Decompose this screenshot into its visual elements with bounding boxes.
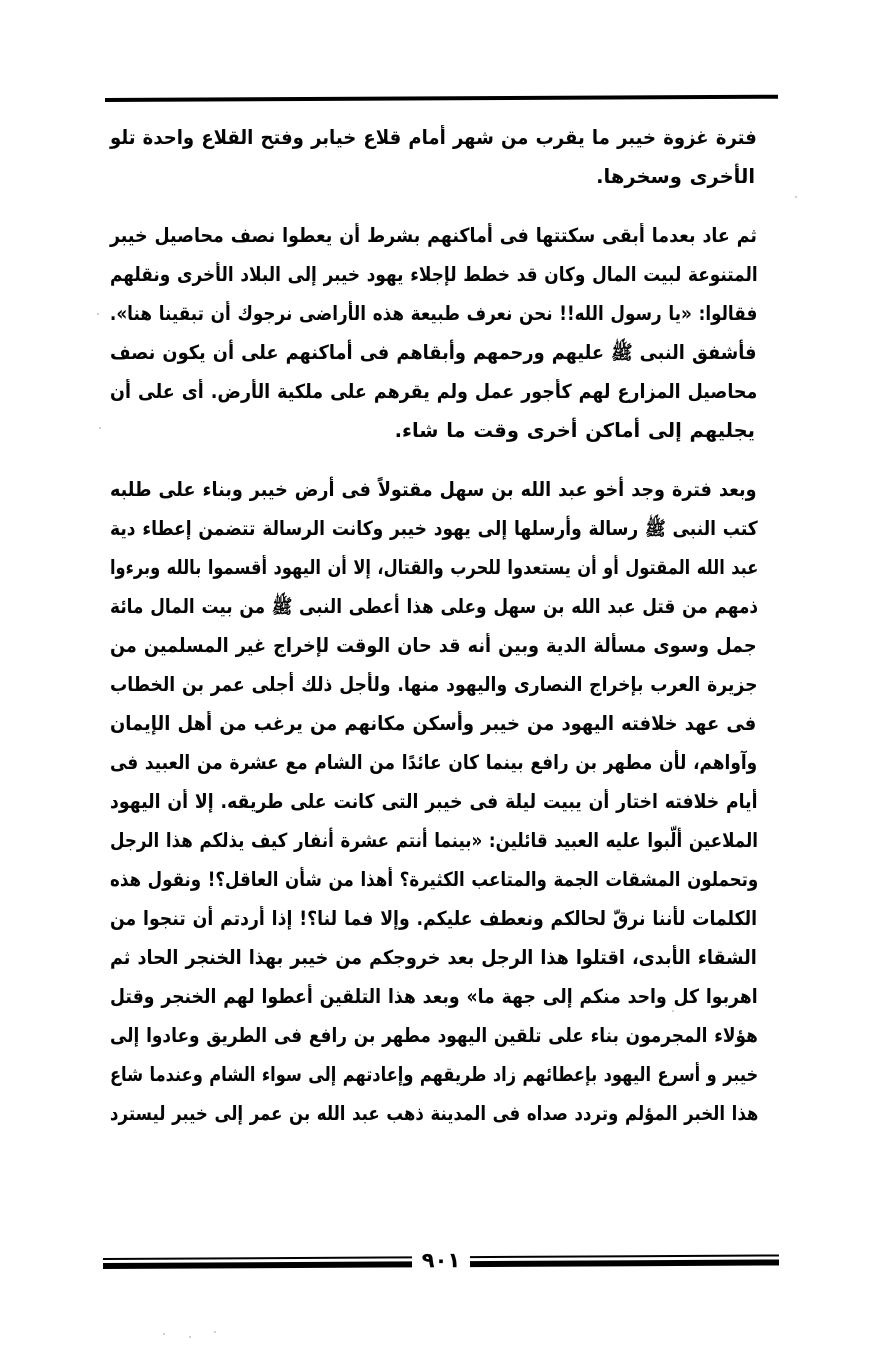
- text-line: [110, 216, 775, 255]
- footer-rule-right-thin: [470, 1254, 779, 1258]
- text-line: [110, 548, 775, 587]
- line-text: الأخرى وسخرها.: [596, 165, 755, 188]
- text-line-with-honorific: [110, 587, 775, 626]
- text-line: [110, 743, 775, 782]
- text-line: [110, 157, 775, 196]
- scan-speck: [99, 427, 101, 429]
- line-text: يجليهم إلى أماكن أخرى وقت ما شاء.: [394, 419, 755, 442]
- line-text: المتنوعة لبيت المال وكان قد خطط لإجلاء يهود خيبر إلى البلاد الأخرى ونقلهم: [110, 263, 758, 286]
- line-text: وتحملون المشقات الجمة والمتاعب الكثيرة؟ أهذا من شأن العاقل؟! ونقول هذه: [109, 868, 758, 891]
- text-column: [110, 118, 775, 1133]
- line-text: الكلمات لأننا نرقّ لحالكم ونعطف عليكم. وإلا فما لنا؟! إذا أردتم أن تنجوا من: [110, 907, 758, 930]
- paragraph: [110, 470, 775, 1133]
- text-line-with-honorific: [110, 333, 775, 372]
- text-line: [110, 821, 775, 860]
- line-text: فى عهد خلافته اليهود من خيبر وأسكن مكانهم من يرغب من أهل الإيمان: [110, 712, 757, 735]
- line-text: ذمهم من قتل عبد الله بن سهل وعلى هذا أعطى النبى ﷺ من بيت المال مائة: [109, 595, 758, 618]
- text-line: [110, 294, 775, 333]
- scan-speck: [214, 1331, 216, 1333]
- text-line: [110, 411, 775, 450]
- text-line: [110, 1016, 775, 1055]
- text-line: [110, 899, 775, 938]
- line-text: أيام خلافته اختار أن يبيت ليلة فى خيبر التى كانت على طريقه. إلا أن اليهود: [109, 790, 758, 813]
- line-text: وبعد فترة وجد أخو عبد الله بن سهل مقتولاً فى أرض خيبر وبناء على طلبه: [110, 478, 757, 501]
- line-text: فترة غزوة خيبر ما يقرب من شهر أمام قلاع خيابر وفتح القلاع واحدة تلو: [109, 126, 757, 149]
- text-line: [110, 372, 775, 411]
- header-rule: [105, 92, 778, 104]
- text-line-with-honorific: [110, 509, 775, 548]
- text-line: [110, 665, 775, 704]
- text-line: [110, 782, 775, 821]
- line-text: وآواهم، لأن مطهر بن رافع بينما كان عائدًا من الشام مع عشرة من العبيد فى: [110, 751, 758, 774]
- line-text: ثم عاد بعدما أبقى سكتتها فى أماكنهم بشرط أن يعطوا نصف محاصيل خيبر: [110, 224, 758, 247]
- line-text: فقالوا: «يا رسول الله!! نحن نعرف طبيعة هذه الأراضى نرجوك أن تبقينا هنا».: [110, 302, 758, 325]
- line-text: هؤلاء المجرمون بناء على تلقين اليهود مطهر بن رافع فى الطريق وعادوا إلى: [109, 1024, 758, 1047]
- footer-rule-left-thin: [103, 1256, 412, 1260]
- text-line: [110, 626, 775, 665]
- footer-rule-right-thick: [470, 1259, 779, 1267]
- line-text: الشقاء الأبدى، اقتلوا هذا الرجل بعد خروجكم من خيبر بهذا الخنجر الحاد ثم: [110, 946, 757, 969]
- line-text: كتب النبى ﷺ رسالة وأرسلها إلى يهود خيبر وكانت الرسالة تتضمن إعطاء دية: [109, 517, 758, 540]
- footer-rule-left-thick: [103, 1261, 412, 1269]
- line-text: الملاعين ألّبوا عليه العبيد قائلين: «بينما أنتم عشرة أنفار كيف يذلكم هذا الرجل: [109, 829, 758, 852]
- text-line: [110, 860, 775, 899]
- text-line: [110, 977, 775, 1016]
- page-footer: [103, 1248, 779, 1274]
- text-line: [110, 704, 775, 743]
- text-line: [110, 255, 775, 294]
- scan-speck: [189, 1336, 191, 1338]
- text-line: [110, 938, 775, 977]
- line-text: خيبر و أسرع اليهود بإعطائهم زاد طريقهم وإعادتهم إلى سواء الشام وعندما شاع: [110, 1063, 759, 1086]
- text-line: [110, 470, 775, 509]
- scan-speck: [97, 313, 99, 315]
- text-line: [110, 1055, 775, 1094]
- header-rule-line: [105, 95, 778, 102]
- text-line: [110, 1094, 775, 1133]
- scan-speck: [163, 1333, 165, 1335]
- line-text: اهربوا كل واحد منكم إلى جهة ما» وبعد هذا التلقين أعطوا لهم الخنجر وقتل: [109, 985, 758, 1008]
- line-text: عبد الله المقتول أو أن يستعدوا للحرب والقتال، إلا أن اليهود أقسموا بالله وبرءوا: [110, 556, 759, 579]
- text-line: [110, 118, 775, 157]
- page-number: ٩٠١: [421, 1247, 461, 1272]
- footer-rule-right: [470, 1254, 779, 1267]
- line-text: جمل وسوى مسألة الدية وبين أنه قد حان الوقت لإخراج غير المسلمين من: [110, 634, 757, 657]
- line-text: محاصيل المزارع لهم كأجور عمل ولم يقرهم على ملكية الأرض. أى على أن: [109, 380, 758, 403]
- line-text: فأشفق النبى ﷺ عليهم ورحمهم وأبقاهم فى أماكنهم على أن يكون نصف: [110, 341, 757, 364]
- line-text: جزيرة العرب بإخراج النصارى واليهود منها. ولأجل ذلك أجلى عمر بن الخطاب: [109, 673, 758, 696]
- footer-rule-left: [103, 1256, 412, 1269]
- paragraph: [110, 118, 775, 196]
- scan-speck: [795, 196, 797, 198]
- paragraph: [110, 216, 775, 450]
- line-text: هذا الخبر المؤلم وتردد صداه فى المدينة ذهب عبد الله بن عمر إلى خيبر ليسترد: [109, 1102, 759, 1125]
